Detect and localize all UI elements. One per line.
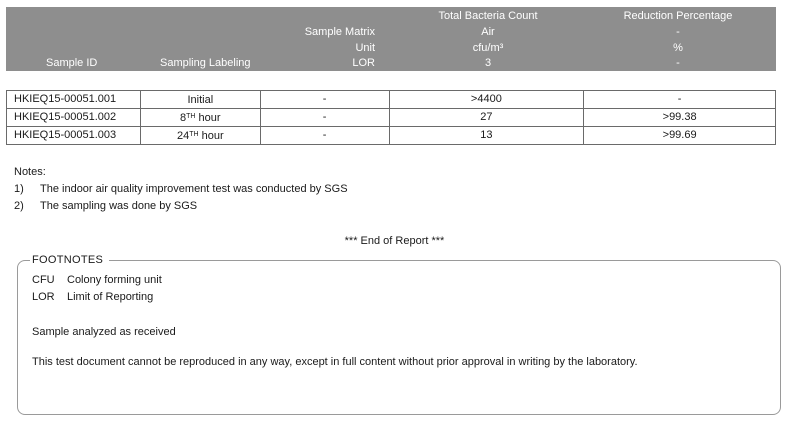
abbreviation-key: LOR <box>32 291 55 303</box>
footnotes-box <box>17 254 781 415</box>
abbreviation-value: Colony forming unit <box>67 274 162 286</box>
cell-sampling-label: Initial <box>140 91 260 109</box>
abbreviation-key: CFU <box>32 274 55 286</box>
header-sampling-labeling: Sampling Labeling <box>160 57 251 69</box>
cell-sample-id: HKIEQ15-00051.003 <box>7 127 141 145</box>
results-table <box>6 90 776 145</box>
header-reduction-lor: - <box>676 57 680 69</box>
abbreviation-item <box>32 272 162 289</box>
table-row <box>7 91 776 109</box>
table-row <box>7 127 776 145</box>
abbreviation-value: Limit of Reporting <box>67 291 154 303</box>
header-sample-matrix: Sample Matrix <box>304 26 375 38</box>
notes-title: Notes: <box>14 166 46 178</box>
cell-sample-id: HKIEQ15-00051.001 <box>7 91 141 109</box>
end-of-report: *** End of Report *** <box>344 235 445 247</box>
header-reduction-unit: % <box>673 42 683 54</box>
cell-tbc: 27 <box>389 109 584 127</box>
table-row <box>7 109 776 127</box>
cell-tbc: 13 <box>389 127 584 145</box>
cell-tbc: >4400 <box>389 91 584 109</box>
header-tbc-matrix: Air <box>481 26 495 38</box>
header-reduction-title: Reduction Percentage <box>623 10 733 22</box>
header-tbc-title: Total Bacteria Count <box>438 10 538 22</box>
note-text: The sampling was done by SGS <box>40 200 198 212</box>
footnote-reproduction-statement: This test document cannot be reproduced in any way, except in full content without prior approval in writing by the laboratory. <box>32 356 638 368</box>
note-number: 1) <box>14 183 24 195</box>
cell-sample-matrix: - <box>260 127 389 145</box>
cell-sample-id: HKIEQ15-00051.002 <box>7 109 141 127</box>
abbreviation-list <box>32 272 162 306</box>
footnotes-title: FOOTNOTES <box>30 254 109 266</box>
note-item <box>14 198 348 215</box>
note-number: 2) <box>14 200 24 212</box>
cell-reduction: - <box>584 91 776 109</box>
header-tbc-lor: 3 <box>484 57 492 69</box>
cell-sampling-label: 24TH hour <box>140 127 260 145</box>
cell-sampling-label: 8TH hour <box>140 109 260 127</box>
header-tbc-unit: cfu/m³ <box>472 42 504 54</box>
footnote-sample-statement: Sample analyzed as received <box>32 326 176 338</box>
header-reduction-matrix: - <box>676 26 680 38</box>
header-unit: Unit <box>355 42 375 54</box>
header-lor: LOR <box>352 57 375 69</box>
notes-section <box>14 164 348 215</box>
cell-sample-matrix: - <box>260 109 389 127</box>
cell-reduction: >99.38 <box>584 109 776 127</box>
results-table-header <box>6 7 776 71</box>
header-sample-id: Sample ID <box>46 57 98 69</box>
abbreviation-item <box>32 289 162 306</box>
cell-sample-matrix: - <box>260 91 389 109</box>
note-text: The indoor air quality improvement test was conducted by SGS <box>40 183 348 195</box>
note-item <box>14 181 348 198</box>
cell-reduction: >99.69 <box>584 127 776 145</box>
